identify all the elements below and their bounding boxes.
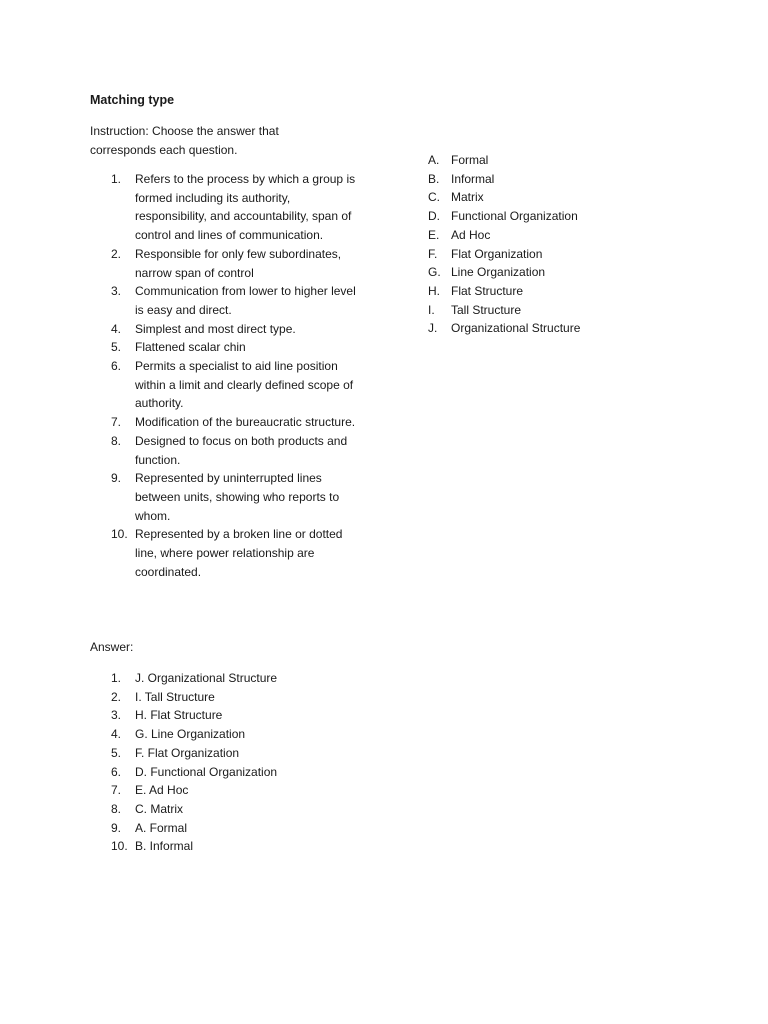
option-text: Matrix xyxy=(451,190,484,205)
question-number: 5. xyxy=(111,340,122,355)
answer-list xyxy=(90,669,390,856)
question-item xyxy=(90,245,380,282)
answer-text: G. Line Organization xyxy=(135,727,246,742)
answer-number: 9. xyxy=(111,820,122,835)
answer-item xyxy=(90,837,390,856)
answer-text: I. Tall Structure xyxy=(135,689,215,704)
answer-number: 2. xyxy=(111,689,122,704)
answer-heading: Answer: xyxy=(90,640,134,654)
answer-number: 1. xyxy=(111,671,122,685)
answer-item xyxy=(90,688,390,707)
answer-number: 4. xyxy=(111,727,122,742)
option-letter: B. xyxy=(428,171,440,186)
question-item xyxy=(90,170,380,245)
question-item xyxy=(90,469,380,525)
option-text: Functional Organization xyxy=(451,209,578,224)
answer-number: 3. xyxy=(111,708,122,723)
option-letter: G. xyxy=(428,265,441,280)
question-text: Responsible for only few subordinates, narrow span of control xyxy=(135,246,342,280)
question-list xyxy=(90,170,380,581)
answer-text: B. Informal xyxy=(135,839,194,854)
option-text: Ad Hoc xyxy=(451,227,491,242)
answer-text: J. Organizational Structure xyxy=(135,671,278,685)
option-text: Flat Structure xyxy=(451,283,524,298)
answer-item xyxy=(90,744,390,763)
question-item xyxy=(90,357,380,413)
option-letter: H. xyxy=(428,283,440,298)
question-text: Represented by uninterrupted lines between units, showing who reports to whom. xyxy=(135,471,340,523)
question-item xyxy=(90,432,380,469)
option-letter: D. xyxy=(428,209,440,224)
question-number: 7. xyxy=(111,415,122,430)
answer-text: D. Functional Organization xyxy=(135,764,278,779)
question-number: 2. xyxy=(111,246,122,261)
option-letter: C. xyxy=(428,190,440,205)
question-number: 10. xyxy=(111,527,128,542)
instruction-text: Instruction: Choose the answer that corresponds each question. xyxy=(90,124,279,157)
question-item xyxy=(90,282,380,319)
answer-number: 8. xyxy=(111,801,122,816)
question-item xyxy=(90,338,380,357)
option-list xyxy=(428,151,668,338)
answer-item xyxy=(90,763,390,782)
question-text: Simplest and most direct type. xyxy=(135,321,296,336)
option-text: Line Organization xyxy=(451,265,546,280)
answer-item xyxy=(90,669,390,688)
question-item xyxy=(90,413,380,432)
option-letter: I. xyxy=(428,302,435,317)
option-item xyxy=(428,207,668,226)
question-number: 9. xyxy=(111,471,122,486)
answer-number: 7. xyxy=(111,783,122,798)
option-item xyxy=(428,319,668,338)
option-item xyxy=(428,282,668,301)
answer-item xyxy=(90,800,390,819)
option-item xyxy=(428,151,668,170)
option-item xyxy=(428,301,668,320)
answer-text: C. Matrix xyxy=(135,801,183,816)
option-text: Informal xyxy=(451,171,495,186)
option-item xyxy=(428,170,668,189)
option-letter: J. xyxy=(428,321,438,336)
option-text: Formal xyxy=(451,153,489,167)
option-text: Flat Organization xyxy=(451,246,543,261)
question-text: Flattened scalar chin xyxy=(135,340,246,355)
answer-text: H. Flat Structure xyxy=(135,708,223,723)
question-text: Represented by a broken line or dotted line, where power relationship are coordinated. xyxy=(135,527,343,579)
question-number: 6. xyxy=(111,359,122,374)
question-text: Designed to focus on both products and function. xyxy=(135,433,348,467)
question-item xyxy=(90,320,380,339)
option-text: Organizational Structure xyxy=(451,321,581,336)
option-text: Tall Structure xyxy=(451,302,522,317)
question-item xyxy=(90,525,380,581)
option-item xyxy=(428,245,668,264)
question-text: Refers to the process by which a group is formed including its authority, responsibility, and accountability, span of control and lines of communication. xyxy=(135,172,356,243)
question-text: Permits a specialist to aid line position within a limit and clearly defined scope of authority. xyxy=(135,359,354,411)
option-item xyxy=(428,263,668,282)
answer-item xyxy=(90,781,390,800)
answer-item xyxy=(90,706,390,725)
question-number: 3. xyxy=(111,284,122,299)
answer-text: E. Ad Hoc xyxy=(135,783,189,798)
answer-text: A. Formal xyxy=(135,820,188,835)
option-item xyxy=(428,226,668,245)
page-title: Matching type xyxy=(90,93,175,107)
option-letter: F. xyxy=(428,246,438,261)
question-number: 1. xyxy=(111,172,122,186)
question-text: Communication from lower to higher level is easy and direct. xyxy=(135,284,356,317)
option-letter: E. xyxy=(428,227,440,242)
question-text: Modification of the bureaucratic structure. xyxy=(135,415,356,430)
answer-item xyxy=(90,725,390,744)
question-number: 4. xyxy=(111,321,122,336)
question-number: 8. xyxy=(111,433,122,448)
option-item xyxy=(428,188,668,207)
answer-number: 5. xyxy=(111,745,122,760)
option-letter: A. xyxy=(428,153,440,167)
answer-item xyxy=(90,819,390,838)
answer-number: 6. xyxy=(111,764,122,779)
answer-number: 10. xyxy=(111,839,128,854)
answer-text: F. Flat Organization xyxy=(135,745,240,760)
